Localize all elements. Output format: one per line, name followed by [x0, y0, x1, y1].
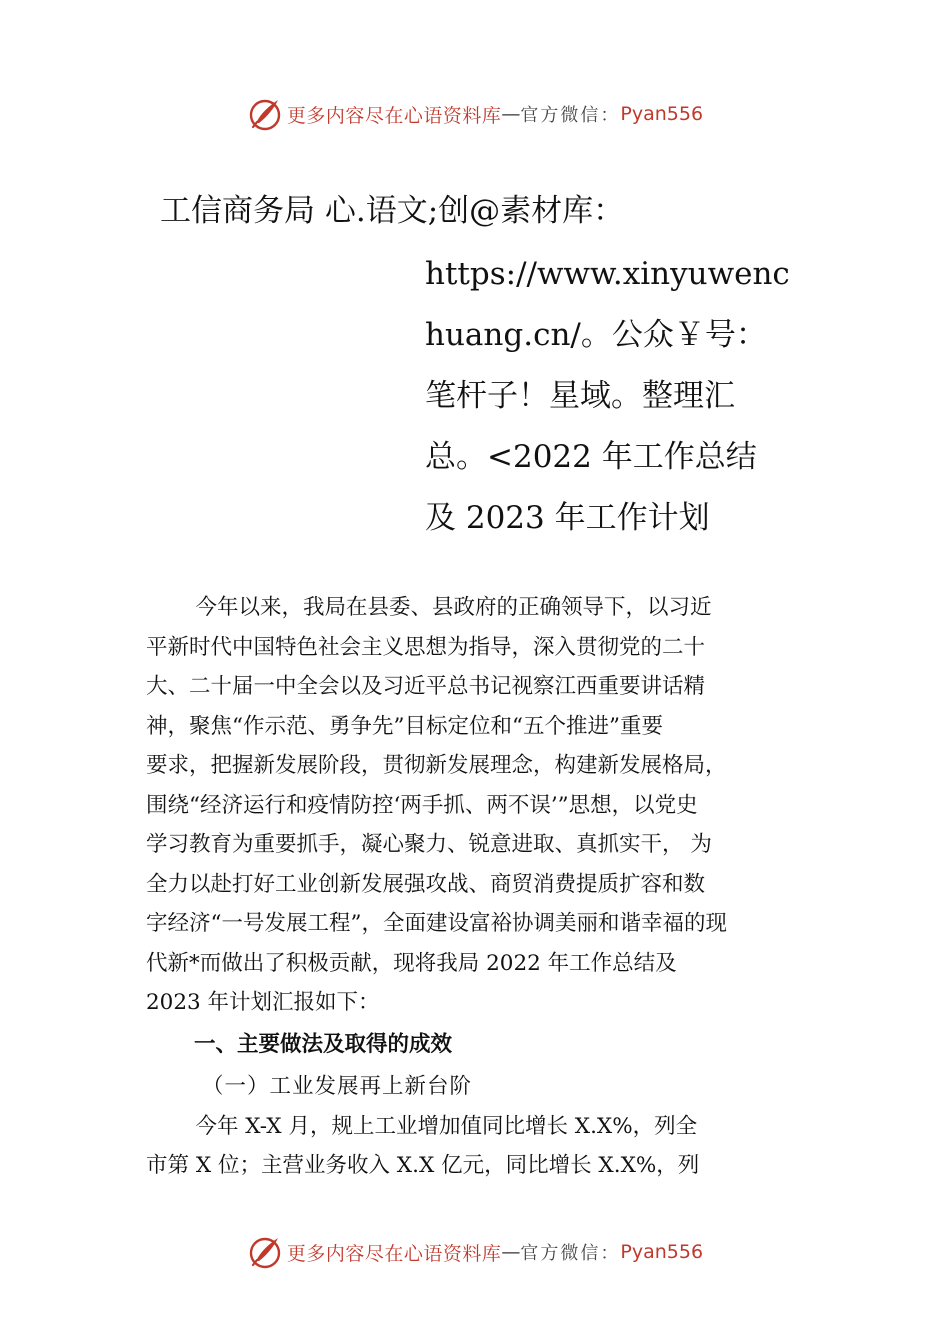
paragraph-line: 代新*而做出了积极贡献，现将我局 2022 年工作总结及 — [146, 950, 677, 976]
title-line: 总。<2022 年工作总结 — [425, 439, 757, 475]
banner-main-text: 更多内容尽在心语资料库 — [286, 1242, 502, 1265]
banner-separator: — — [501, 103, 521, 125]
paragraph-line: 全力以赴打好工业创新发展强攻战、商贸消费提质扩容和数 — [146, 871, 706, 897]
title-line: huang.cn/。公众￥号： — [425, 317, 767, 353]
paragraph-line: 今年以来，我局在县委、县政府的正确领导下，以习近 — [195, 595, 712, 620]
paragraph-line: 神，聚焦“作示范、勇争先”目标定位和“五个推进”重要 — [146, 713, 663, 739]
header-banner — [0, 94, 950, 134]
banner-main-text: 更多内容尽在心语资料库 — [286, 104, 502, 127]
paragraph-line: 字经济“一号发展工程”，全面建设富裕协调美丽和谐幸福的现 — [146, 911, 727, 936]
title-line: https://www.xinyuwenc — [425, 256, 790, 292]
paragraph-line: 今年 X-X 月，规上工业增加值同比增长 X.X%，列全 — [195, 1113, 698, 1139]
quill-pen-icon — [247, 96, 283, 132]
footer-banner — [0, 1232, 950, 1272]
document-title-line-1: 工信商务局 心.语文;创@素材库： — [160, 193, 625, 229]
paragraph-line: 要求，把握新发展阶段，贯彻新发展理念，构建新发展格局， — [146, 753, 727, 778]
paragraph-line: 平新时代中国特色社会主义思想为指导，深入贯彻党的二十 — [146, 634, 706, 660]
subsection-heading: （一）工业发展再上新台阶 — [202, 1073, 473, 1099]
banner-wechat-id: Pyan556 — [620, 103, 704, 125]
paragraph-line: 围绕“经济运行和疫情防控‘两手抓、两不误’”思想，以党史 — [146, 792, 698, 818]
quill-pen-icon — [247, 1234, 283, 1270]
document-title-block — [425, 244, 805, 549]
title-line: 及 2023 年工作计划 — [425, 500, 710, 536]
paragraph-line: 2023 年计划汇报如下： — [146, 990, 380, 1015]
document-body — [146, 588, 816, 1186]
banner-wechat-id: Pyan556 — [620, 1241, 704, 1263]
banner-separator: — — [501, 1241, 521, 1263]
paragraph-line: 大、二十届一中全会以及习近平总书记视察江西重要讲话精 — [146, 674, 706, 699]
section-heading: 一、主要做法及取得的成效 — [194, 1031, 453, 1057]
paragraph-line: 市第 X 位；主营业务收入 X.X 亿元，同比增长 X.X%，列 — [146, 1153, 700, 1178]
banner-wechat-label: 官方微信： — [520, 1243, 621, 1264]
paragraph-line: 学习教育为重要抓手，凝心聚力、锐意进取、真抓实干， 为 — [146, 832, 712, 857]
banner-wechat-label: 官方微信： — [520, 105, 621, 126]
title-line: 笔杆子！星域。整理汇 — [425, 378, 735, 414]
